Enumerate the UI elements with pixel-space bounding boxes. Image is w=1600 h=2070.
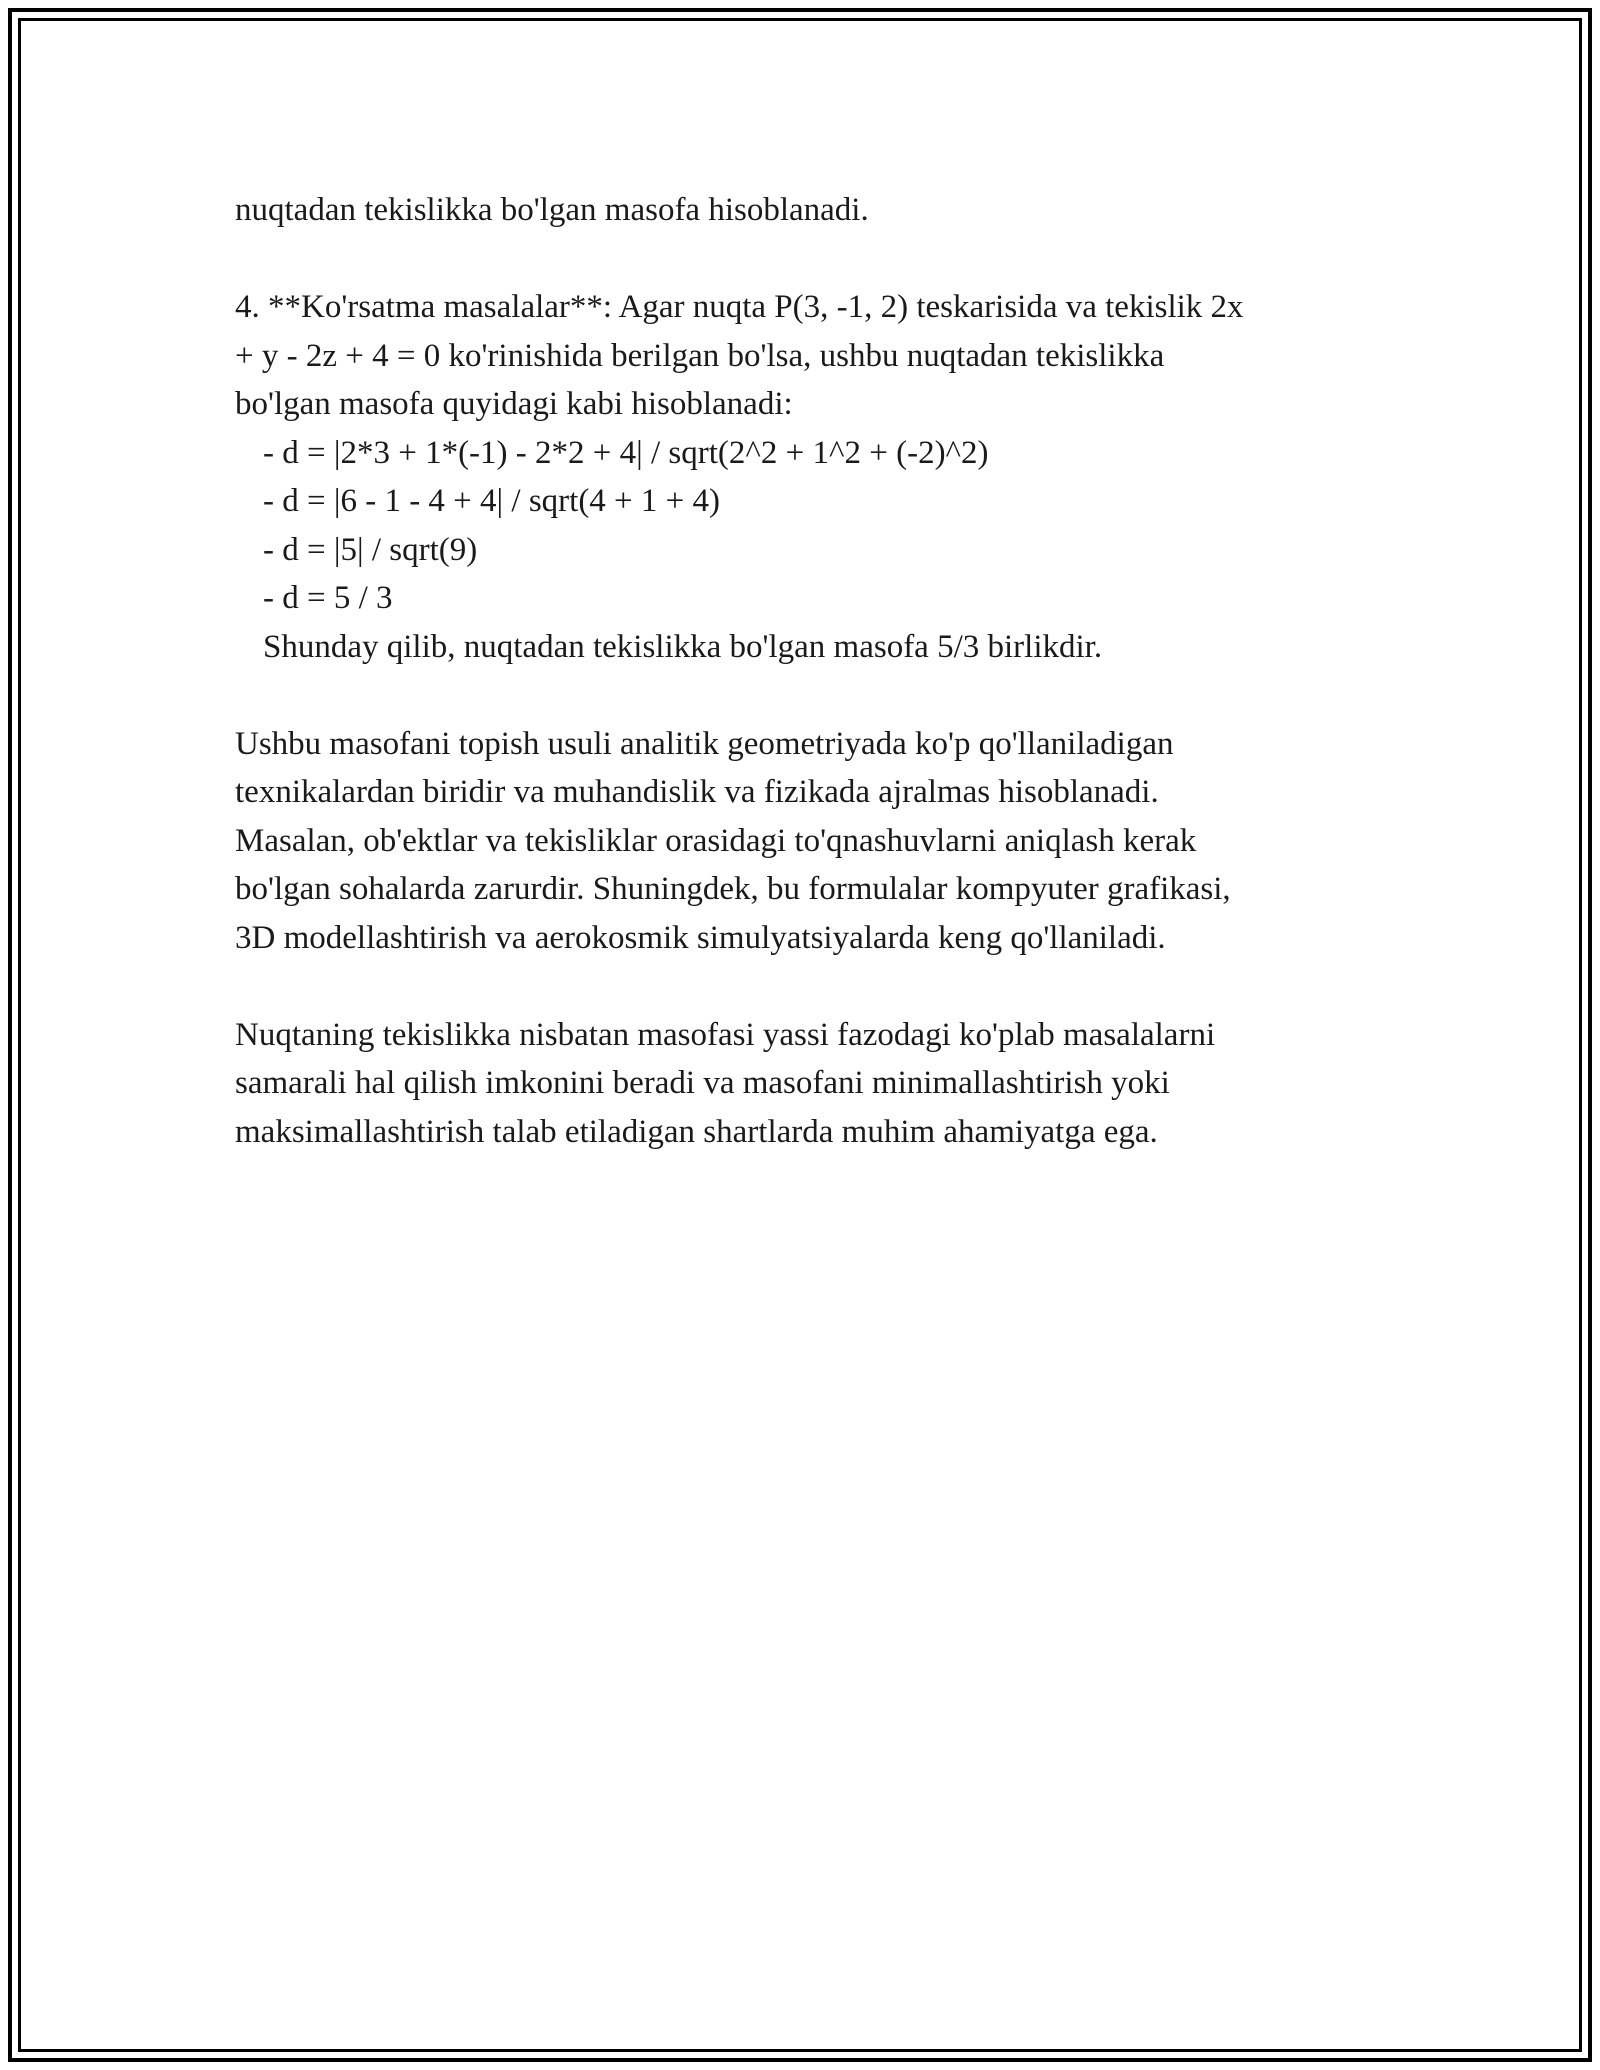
text-line: Ushbu masofani topish usuli analitik geometriyada ko'p qo'llaniladigan — [235, 725, 1174, 762]
text-line: bo'lgan sohalarda zarurdir. Shuningdek, bu formulalar kompyuter grafikasi, — [235, 871, 1231, 907]
formula-line: - d = |6 - 1 - 4 + 4| / sqrt(4 + 1 + 4) — [263, 483, 721, 519]
text-line: nuqtadan tekislikka bo'lgan masofa hisoblanadi. — [235, 192, 869, 228]
text-line: maksimallashtirish talab etiladigan shartlarda muhim ahamiyatga ega. — [235, 1113, 1158, 1150]
blank-line — [235, 671, 1385, 720]
blank-line — [235, 235, 1385, 284]
text-line: Nuqtaning tekislikka nisbatan masofasi yassi fazodagi ko'plab masalalarni — [235, 1016, 1216, 1053]
text-line: samarali hal qilish imkonini beradi va masofani minimallashtirish yoki — [235, 1065, 1170, 1101]
text-line: Shunday qilib, nuqtadan tekislikka bo'lgan masofa 5/3 birlikdir. — [263, 628, 1103, 665]
text-line: bo'lgan masofa quyidagi kabi hisoblanadi: — [235, 386, 793, 422]
text-line: 4. **Ko'rsatma masalalar**: Agar nuqta P(3, -1, 2) teskarisida va tekislik 2x — [235, 289, 1244, 325]
text-line: texnikalardan biridir va muhandislik va fizikada ajralmas hisoblanadi. — [235, 774, 1159, 810]
formula-line: - d = |5| / sqrt(9) — [263, 531, 478, 568]
blank-line — [235, 962, 1385, 1011]
text-line: 3D modellashtirish va aerokosmik simulyatsiyalarda keng qo'llaniladi. — [235, 919, 1166, 956]
formula-line: - d = 5 / 3 — [263, 580, 393, 616]
text-line: Masalan, ob'ektlar va tekisliklar orasidagi to'qnashuvlarni aniqlash kerak — [235, 822, 1197, 859]
text-line: + y - 2z + 4 = 0 ko'rinishida berilgan bo'lsa, ushbu nuqtadan tekislikka — [235, 337, 1165, 374]
formula-line: - d = |2*3 + 1*(-1) - 2*2 + 4| / sqrt(2^2 + 1^2 + (-2)^2) — [263, 434, 989, 471]
document-body — [235, 186, 1385, 1156]
